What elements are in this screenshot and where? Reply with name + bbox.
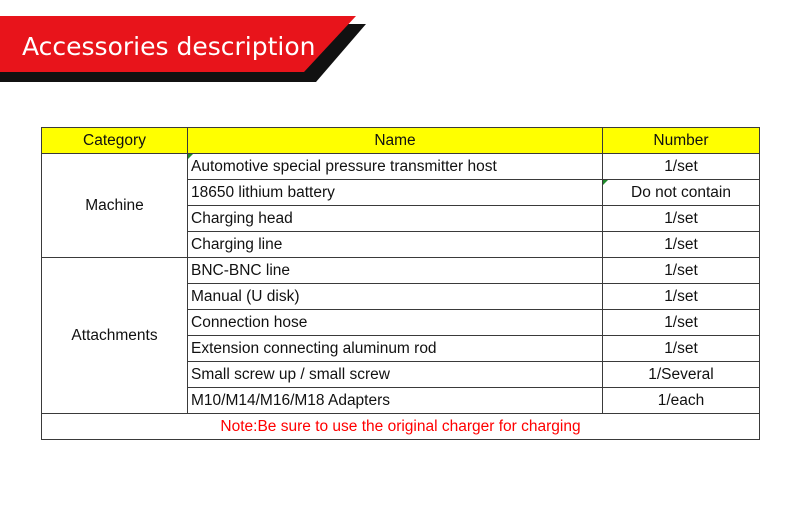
item-number: 1/each (603, 388, 760, 414)
item-name: Connection hose (188, 310, 603, 336)
category-cell-attachments: Attachments (42, 258, 188, 414)
item-number: 1/Several (603, 362, 760, 388)
note-row (42, 414, 760, 440)
charging-note: Note:Be sure to use the original charger for charging (42, 414, 760, 440)
item-number: 1/set (603, 206, 760, 232)
table-row (42, 258, 760, 284)
section-title: Accessories description (22, 32, 316, 61)
item-number: Do not contain (603, 180, 760, 206)
item-number: 1/set (603, 154, 760, 180)
item-name: M10/M14/M16/M18 Adapters (188, 388, 603, 414)
section-banner (0, 16, 370, 82)
category-cell-machine: Machine (42, 154, 188, 258)
column-header-number: Number (603, 128, 760, 154)
table-header-row (42, 128, 760, 154)
item-name: BNC-BNC line (188, 258, 603, 284)
item-name: Charging line (188, 232, 603, 258)
accessories-table (41, 127, 760, 440)
item-name: Automotive special pressure transmitter host (188, 154, 603, 180)
item-name: Extension connecting aluminum rod (188, 336, 603, 362)
item-number: 1/set (603, 258, 760, 284)
item-number: 1/set (603, 336, 760, 362)
item-name: Charging head (188, 206, 603, 232)
column-header-category: Category (42, 128, 188, 154)
item-number: 1/set (603, 284, 760, 310)
table-row (42, 154, 760, 180)
item-name: Small screw up / small screw (188, 362, 603, 388)
item-number: 1/set (603, 310, 760, 336)
item-number: 1/set (603, 232, 760, 258)
item-name: 18650 lithium battery (188, 180, 603, 206)
column-header-name: Name (188, 128, 603, 154)
item-name: Manual (U disk) (188, 284, 603, 310)
